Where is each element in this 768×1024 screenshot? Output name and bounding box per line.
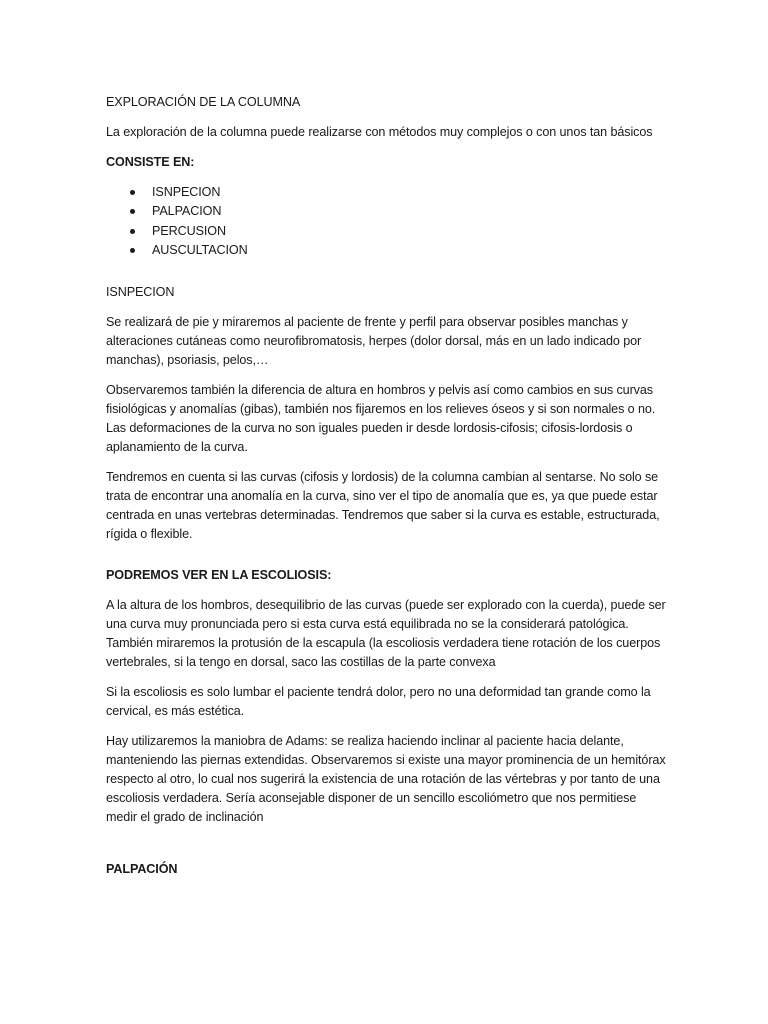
list-item	[106, 183, 666, 202]
bullet-icon	[130, 248, 135, 253]
document-body	[106, 93, 666, 890]
bullet-icon	[130, 209, 135, 214]
escoliosis-paragraph-1: A la altura de los hombros, desequilibrio de las curvas (puede ser explorado con la cuerda), puede ser una curva muy pronunciada pero si esta curva está equilibrada no se la considerará patológica. También miraremos la protusión de la escapula (la escoliosis verdadera tiene rotación de los cuerpos vertebrales, si la tengo en dorsal, saco las costillas de la parte convexa	[106, 597, 666, 669]
escoliosis-heading: PODREMOS VER EN LA ESCOLIOSIS:	[106, 567, 332, 582]
list-item-label: PALPACION	[152, 204, 222, 219]
list-item-label: AUSCULTACION	[152, 243, 248, 258]
inspeccion-heading: ISNPECION	[106, 284, 175, 299]
bullet-icon	[130, 190, 135, 195]
bullet-icon	[130, 229, 135, 234]
document-title: EXPLORACIÓN DE LA COLUMNA	[106, 95, 301, 109]
list-item	[106, 222, 666, 241]
inspeccion-paragraph-2: Observaremos también la diferencia de altura en hombros y pelvis así como cambios en sus curvas fisiológicas y anomalías (gibas), también nos fijaremos en los relieves óseos y si son normales o no. Las deformaciones de la curva no son iguales pueden ir desde lordosis-cifosis; cifosis-lordosis o aplanamiento de la curva.	[106, 382, 656, 454]
escoliosis-paragraph-2: Si la escoliosis es solo lumbar el paciente tendrá dolor, pero no una deformidad tan grande como la cervical, es más estética.	[106, 684, 651, 718]
list-item-label: ISNPECION	[152, 185, 221, 199]
list-item	[106, 241, 666, 260]
list-item-label: PERCUSION	[152, 223, 226, 238]
list-item	[106, 202, 666, 221]
methods-list	[106, 183, 666, 261]
consiste-heading: CONSISTE EN:	[106, 155, 195, 169]
intro-paragraph: La exploración de la columna puede realizarse con métodos muy complejos o con unos tan básicos	[106, 125, 653, 139]
palpacion-heading: PALPACIÓN	[106, 861, 178, 876]
inspeccion-paragraph-1: Se realizará de pie y miraremos al paciente de frente y perfil para observar posibles manchas y alteraciones cutáneas como neurofibromatosis, herpes (dolor dorsal, más en un lado indicado por manchas), psoriasis, pelos,…	[106, 314, 642, 367]
inspeccion-paragraph-3: Tendremos en cuenta si las curvas (cifosis y lordosis) de la columna cambian al sentarse. No solo se trata de encontrar una anomalía en la curva, sino ver el tipo de anomalía que es, ya que puede estar centrada en unas vertebras determinadas. Tendremos que saber si la curva es estable, estructurada, rígida o flexible.	[106, 469, 660, 541]
escoliosis-paragraph-3: Hay utilizaremos la maniobra de Adams: se realiza haciendo inclinar al paciente hacia delante, manteniendo las piernas extendidas. Observaremos si existe una mayor prominencia de un hemitórax respecto al otro, lo cual nos sugerirá la existencia de una rotación de las vértebras y por tanto de una escoliosis verdadera. Sería aconsejable disponer de un sencillo escoliómetro que nos permitiese medir el grado de inclinación	[106, 733, 666, 824]
